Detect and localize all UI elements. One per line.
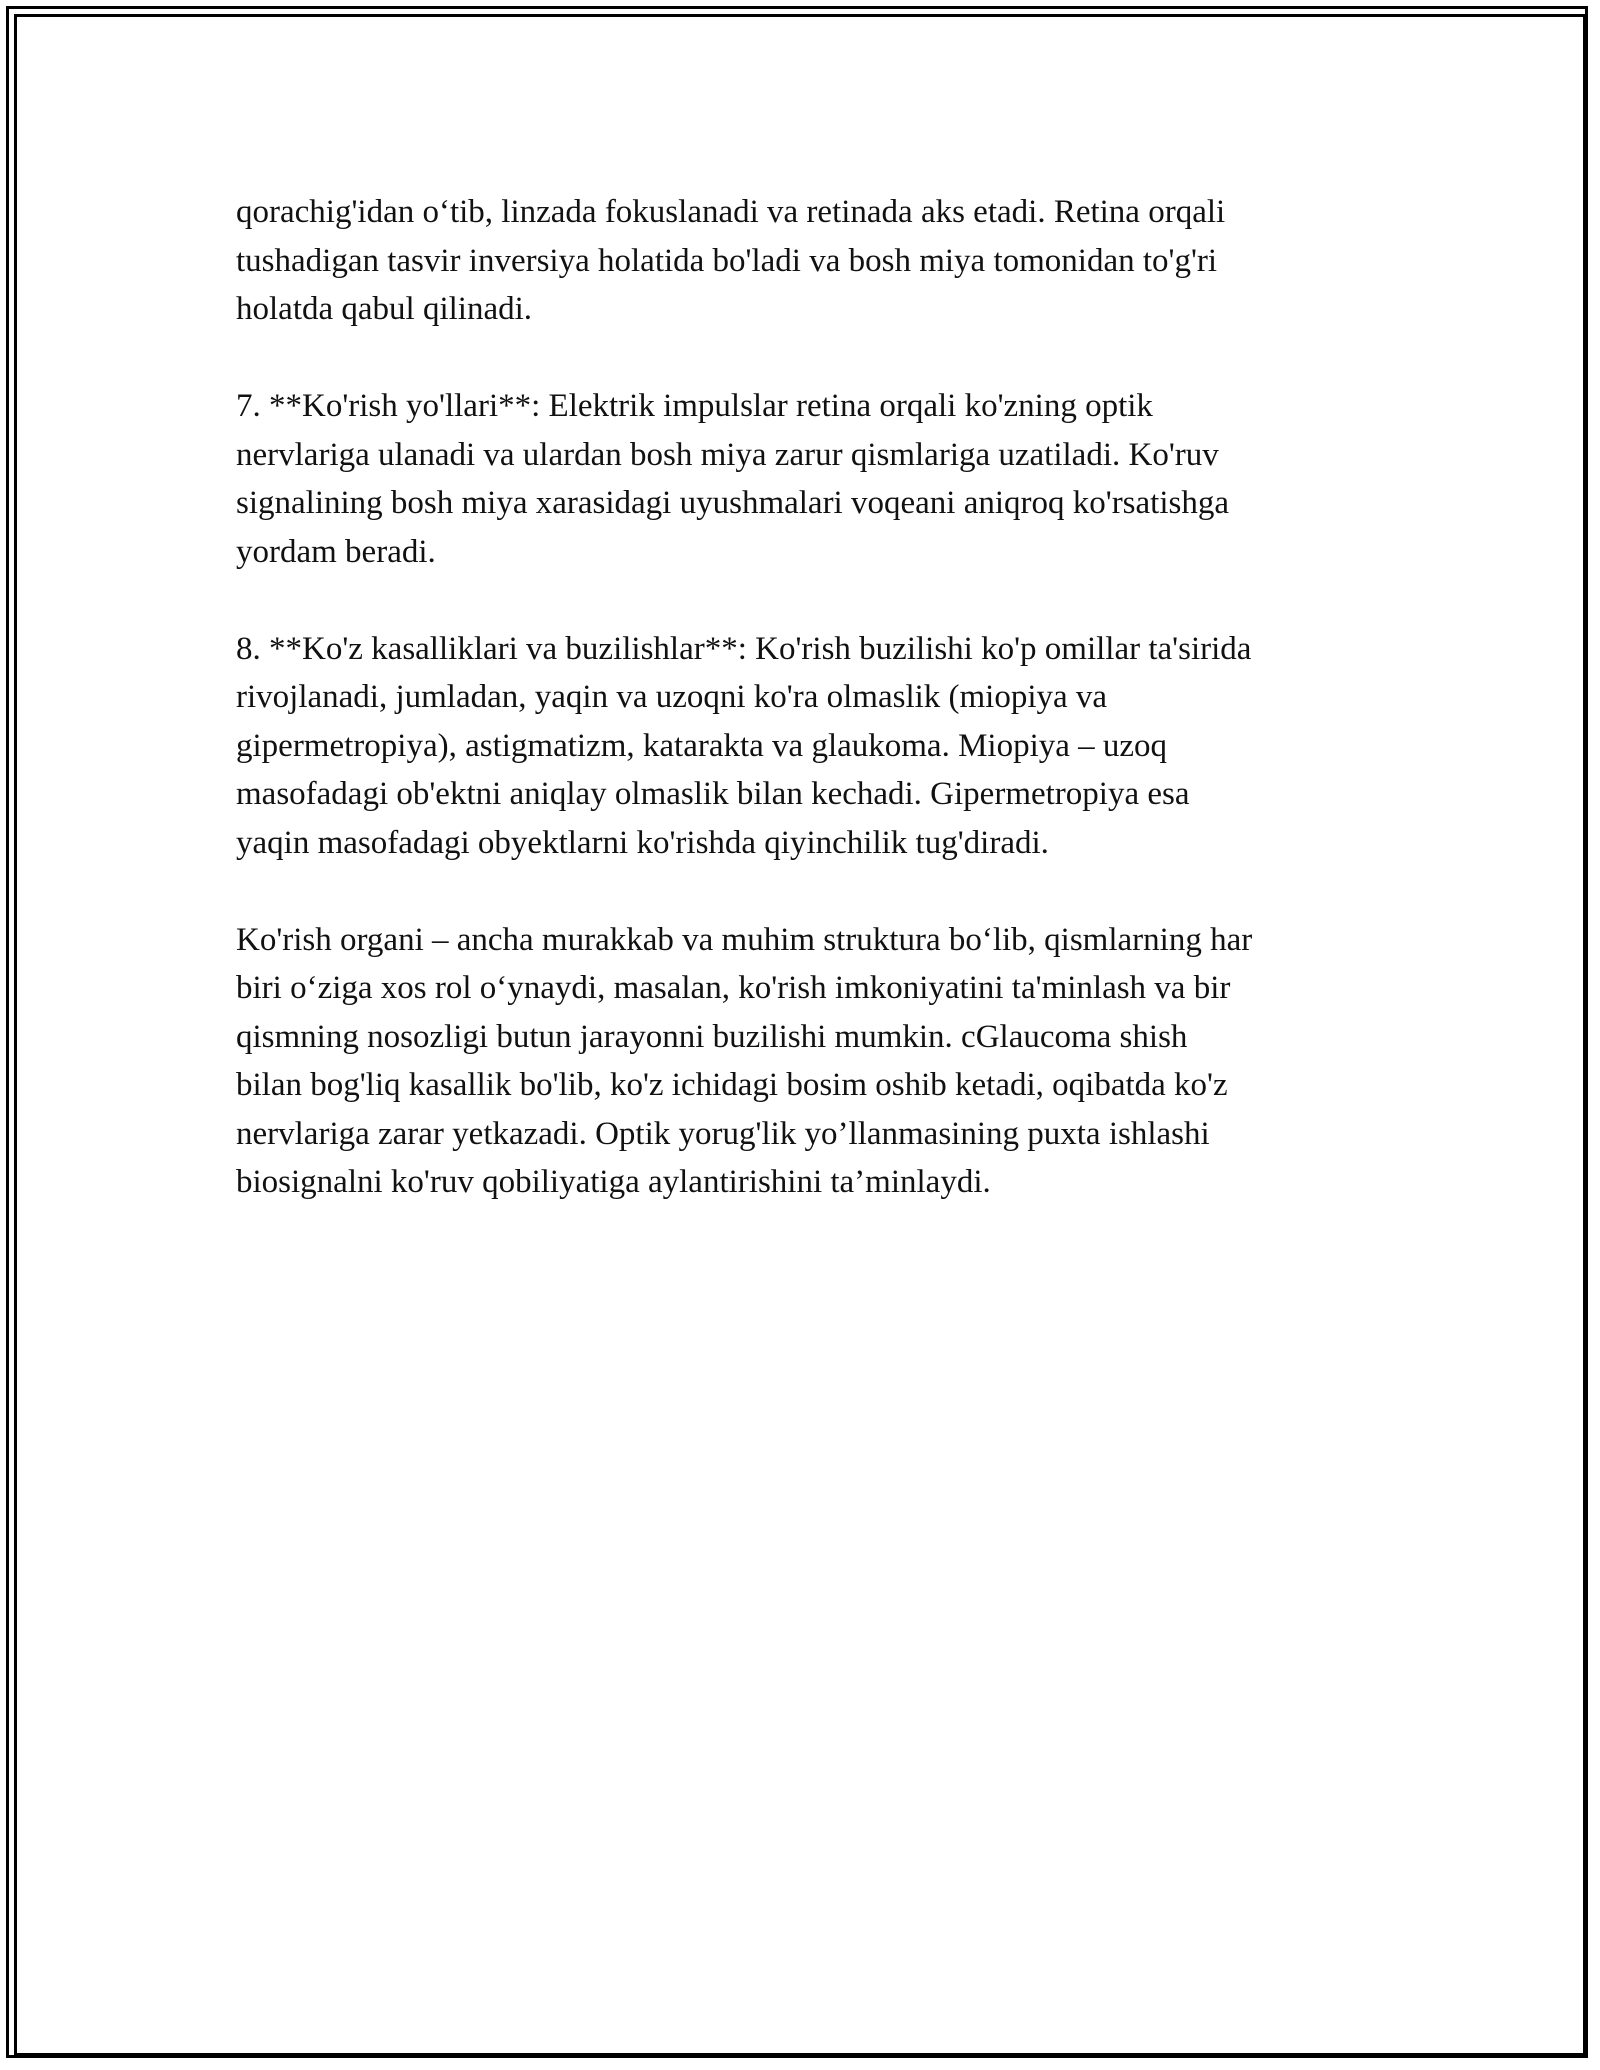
paragraph-retina-continuation: qorachig'idan o‘tib, linzada fokuslanadi va retinada aks etadi. Retina orqali tushadigan tasvir inversiya holatida bo'ladi va bosh miya tomonidan to'g'ri holatda qabul qilinadi. bbox=[236, 194, 1226, 327]
paragraph-eye-diseases: 8. **Ko'z kasalliklari va buzilishlar**: Ko'rish buzilishi ko'p omillar ta'sirida rivojlanadi, jumladan, yaqin va uzoqni ko'ra olmaslik (miopiya va gipermetropiya), astigmatizm, katarakta va glaukoma. Miopiya – uzoq masofadagi ob'ektni aniqlay olmaslik bilan kechadi. Gipermetropiya esa yaqin masofadagi obyektlarni ko'rishda qiyinchilik tug'diradi. bbox=[236, 630, 1252, 861]
document-body bbox=[236, 188, 1376, 1255]
paragraph-conclusion: Ko'rish organi – ancha murakkab va muhim struktura bo‘lib, qismlarning har biri o‘ziga xos rol o‘ynaydi, masalan, ko'rish imkoniyatini ta'minlash va bir qismning nosozligi butun jarayonni buzilishi mumkin. cGlaucoma shish bilan bog'liq kasallik bo'lib, ko'z ichidagi bosim oshib ketadi, oqibatda ko'z nervlariga zarar yetkazadi. Optik yorug'lik yo’llanmasining puxta ishlashi biosignalni ko'ruv qobiliyatiga aylantirishini ta’minlaydi. bbox=[236, 921, 1253, 1200]
paragraph-visual-pathways: 7. **Ko'rish yo'llari**: Elektrik impulslar retina orqali ko'zning optik nervlariga ulanadi va ulardan bosh miya zarur qismlariga uzatiladi. Ko'ruv signalining bosh miya xarasidagi uyushmalari voqeani aniqroq ko'rsatishga yordam beradi. bbox=[236, 388, 1229, 570]
